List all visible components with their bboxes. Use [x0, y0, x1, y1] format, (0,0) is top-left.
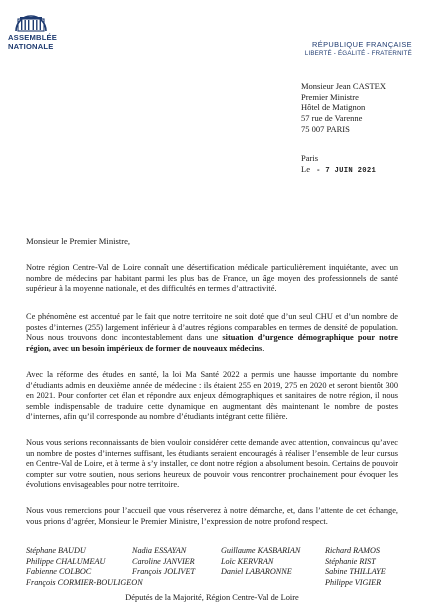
- date-prefix: Le: [301, 163, 310, 174]
- salutation: Monsieur le Premier Ministre,: [26, 236, 131, 246]
- date-place: Paris: [301, 153, 318, 163]
- signatory-name: Fabienne COLBOC: [26, 567, 92, 577]
- recipient-title: Premier Ministre: [301, 91, 359, 102]
- recipient-city: 75 007 PARIS: [301, 123, 350, 134]
- letter-date: [301, 153, 376, 176]
- assemblee-nationale-logo: [8, 10, 78, 51]
- assembly-line2: NATIONALE: [8, 41, 54, 51]
- republic-title: RÉPUBLIQUE FRANÇAISE: [312, 40, 412, 49]
- signatory-name: Stéphane BAUDU: [26, 546, 86, 555]
- signatory-name: François JOLIVET: [132, 567, 195, 577]
- signatory-name: Daniel LABARONNE: [221, 567, 292, 577]
- paragraph-2-emphasis: situation d’urgence démographique pour notre région, avec un besoin impérieux de former de nouveaux médecins: [26, 333, 398, 353]
- assemblee-nationale-wordmark: [8, 34, 78, 51]
- recipient-office: Hôtel de Matignon: [301, 102, 366, 113]
- assembly-line1: ASSEMBLÉE: [8, 33, 58, 42]
- signatory-name: Sabine THILLAYE: [325, 567, 386, 577]
- date-line: [301, 164, 376, 177]
- paragraph-3: Avec la réforme des études en santé, la loi Ma Santé 2022 a permis une hausse importante du nombre d’étudiants admis en deuxième année de médecine : ils étaient 255 en 2019, 275 en 2020 et seront bientôt 300 en 2021. Pour conforter cet élan et répondre aux enjeux démographiques et sanitaires de notre région, il nous semble indispensable de traduire cette dynamique en augmentant dès maintenant le nombre de postes d’internes, afin qu’il corresponde au nombre d’étudiants intégrant cette filière.: [26, 370, 398, 422]
- signatory-name: Philippe VIGIER: [325, 577, 382, 587]
- signatory-name: Nadia ESSAYAN: [132, 546, 187, 555]
- republic-motto: LIBERTÉ - ÉGALITÉ - FRATERNITÉ: [304, 50, 412, 57]
- signatory-name: Philippe CHALUMEAU: [26, 556, 106, 566]
- paragraph-1: Notre région Centre-Val de Loire connaît une désertification médicale particulièrement inquiétante, avec un nombre de médecins par habitant parmi les plus bas de France, un âge moyen des professionnels de santé supérieur à la moyenne nationale, et des difficultés en termes d’attractivité.: [26, 263, 398, 294]
- date-stamp: - 7 JUIN 2021: [316, 166, 377, 175]
- recipient-street: 57 rue de Varenne: [301, 113, 363, 124]
- recipient-address: [301, 81, 386, 135]
- paragraph-2: [26, 312, 398, 354]
- paragraph-2-text-a: Ce phénomène est accentué par le fait que notre territoire ne soit doté que d’un seul CHU et d’un nombre de postes d’internes (255) largement inférieur à d’autres régions comparables en termes de densité de population. Nous nous trouvons donc incontestablement dans une: [26, 312, 398, 343]
- paragraph-5: Nous vous remercions pour l’accueil que vous réserverez à notre démarche, et, dans l’attente de cet échange, vous prions d’agréer, Monsieur le Premier Ministre, l’expression de notre profond respect.: [26, 506, 398, 526]
- recipient-name: Monsieur Jean CASTEX: [301, 81, 386, 91]
- signatory-name: Guillaume KASBARIAN: [221, 546, 301, 555]
- signatory-name: Caroline JANVIER: [132, 556, 195, 566]
- signatory-name: François CORMIER-BOULIGEON: [26, 577, 143, 587]
- paragraph-2-text-b: .: [262, 343, 265, 353]
- republique-francaise-mark: [305, 40, 412, 57]
- signatory-name: Stéphanie RIST: [325, 556, 376, 566]
- signatory-name: Richard RAMOS: [325, 546, 380, 555]
- signatory-name: Loïc KERVRAN: [221, 556, 274, 566]
- hemicycle-emblem-icon: [14, 10, 48, 32]
- paragraph-4: Nous vous serions reconnaissants de bien vouloir considérer cette demande avec attention, convaincus qu’avec un nombre de postes d’internes suffisant, les étudiants seraient encouragés à réaliser l’ensemble de leur cursus en Centre-Val de Loire, et à terme à s’y installer, ce dont notre région a absolument besoin. Certains de pouvoir compter sur votre soutien, nous serions heureux de pouvoir vous rencontrer prochainement pour évoquer les évolutions envisageables pour notre territoire.: [26, 438, 398, 490]
- letter-footer: Députés de la Majorité, Région Centre-Val de Loire: [125, 593, 299, 602]
